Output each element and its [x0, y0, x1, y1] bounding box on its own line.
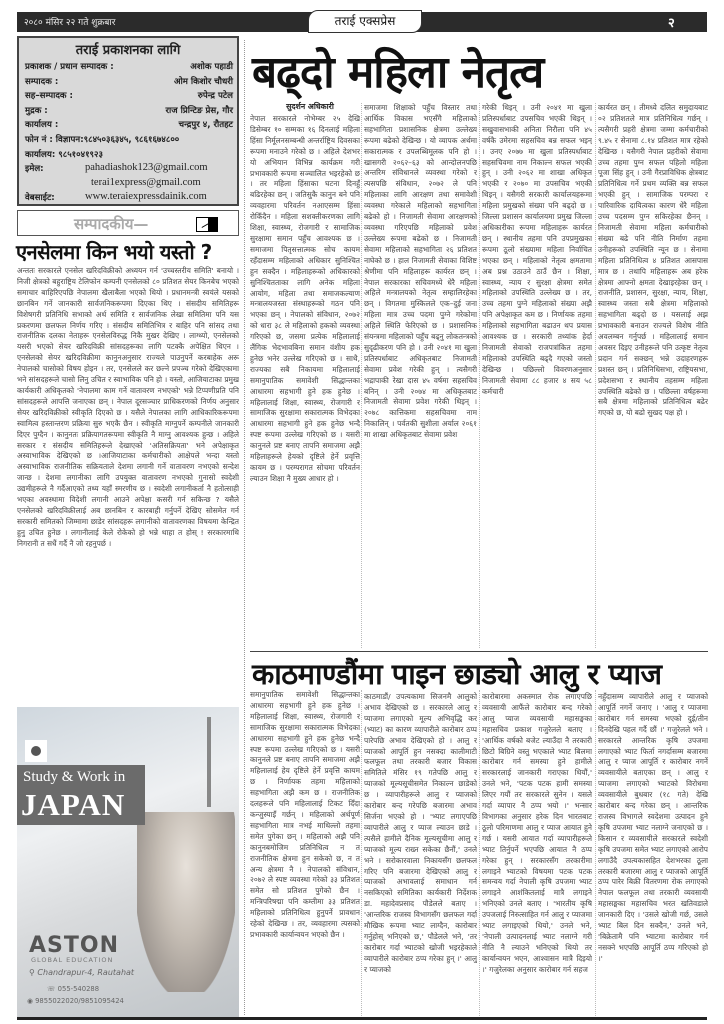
info-row-label: सम्पादक :: [25, 76, 59, 87]
column-divider: [244, 40, 246, 1015]
column-divider: [595, 103, 597, 648]
ad-phone-1: [47, 985, 99, 993]
issue-date: २०८० मंसिर २२ गते शुक्रबार: [24, 18, 116, 28]
story1-column-3: गरेकी थिइन् । उनी २०४१ मा खुला प्रतिस्पर्धाबाट उपसचिव भएकी थिइन् । सखुवासभाकी अनिता निरौला पनि ४५ वर्षकै उमेरमा सहसचिव बन्न सफल भइन् । उनए २०७७ मा खुला प्रतिस्पर्धाबाट सहसचिवमा नाम निकाल्न सफल भएकी हुन् । उनी २०६२ मा शाखा अधिकृत भएकी र २०७० मा उपसचिव भएकी थिइन् । यसैगरी सरकारी कार्यालयहरूमा महिला प्रमुखको संख्या पनि बढ्दो छ । जिल्ला प्रशासन कार्यालयमा प्रमुख जिल्ला अधिकारीका रूपमा महिलाहरू कार्यरत छन् । स्थानीय तहमा पनि उपप्रमुखका रूपमा ठूलो संख्यामा महिला निर्वाचित भएका छन् । महिलाको नेतृत्व क्षमतामा अब प्रश्न उठाउने ठाउँ छैन । शिक्षा, स्वास्थ्य, न्याय र सुरक्षा क्षेत्रमा समेत महिलाको उपस्थिति उल्लेख्य छ । तर, उच्च तहमा पुग्ने महिलाको संख्या अझै पनि अपेक्षाकृत कम छ । निर्णायक तहमा महिलाको सहभागिता बढाउन थप प्रयास आवश्यक छ । सरकारी तथ्यांक हेर्दा निजामती सेवाको राजपत्रांकित तहमा महिलाको उपस्थिति बढ्दै गएको जस्तो देखिन्छ । पछिल्लो विवरणअनुसार निजामती सेवामा ८८ हजार ४ सय ५८ कर्मचारी: [482, 103, 592, 396]
info-row: [25, 89, 233, 102]
info-row: [25, 148, 233, 161]
editorial-headline: एनसेलमा किन भयो यस्तो ?: [16, 240, 212, 264]
ad-phone-1-text: 055-540288: [57, 985, 100, 993]
story2-column-2: काठमाडौं/ उपत्यकामा सिजनमै आलुको अभाव देखिएको छ । सरकारले आलु र प्याजमा लगाएको मूल्य अभिवृद्धि कर (भ्याट) का कारण व्यापारीले कारोबार ठप्प पारेपछि अभाव देखिएको हो । आलु र प्याजको आपूर्ति हुन नसक्दा कालीमाटी फलफूल तथा तरकारी बजार विकास समितिले मंसिर १९ गतेपछि आलु र प्याजको मूल्यसूचीसमेत निकाल्न छाडेको छ । व्यापारीहरूले आलु र प्याजको कारोबार बन्द गरेपछि बजारमा अभाव सिर्जना भएको हो । 'भ्याट लगाएपछि व्यापारीले आलु र प्याज ल्याउन छाडे । त्यसैले हामीले दैनिक मूल्यसूचीमा आलु र प्याजको मूल्य राख्न सकेका छैनौं,' उनले भने । सरोकारवाला निकायसँग छलफल गरिए पनि बजारमा देखिएको आलु र प्याजको अभावलाई समाधान गर्न नसकिएको समितिका कार्यकारी निर्देशक डा. महादेवप्रसाद पौडेलले बताए । 'आन्तरिक राजस्व विभागसँग छलफल गर्दा मौखिक रूपमा भ्याट लाग्दैन, कारोबार गर्नुहोस् भनिएको छ,' पौडेलले भने, 'तर कारोबार गर्दा भ्याटको खोजी भइरहेकाले व्यापारीले कारोबार ठप्प गरेका हुन् ।' आलु र प्याजको: [364, 692, 477, 974]
column-divider: [479, 690, 481, 1016]
column-divider: [479, 103, 481, 648]
info-row-label: फोन नं : विज्ञापन:९८४५०३६३४५, ९८६१६७४८००: [25, 135, 180, 145]
masthead-title: तराई एक्सप्रेस: [308, 10, 422, 33]
pen-icon: [196, 217, 218, 232]
story-separator: [250, 651, 708, 652]
advertisement-japan[interactable]: [17, 707, 239, 1019]
info-row: [25, 191, 233, 204]
info-row: [25, 177, 233, 190]
bottom-rule: [17, 1017, 707, 1020]
tower-graphic: [207, 717, 211, 807]
story1-column-2: समाजमा शिक्षाको पहुँच विस्तार तथा आर्थिक विकास भएसँगै महिलाको सहभागिता प्रशासनिक क्षेत्रमा उल्लेख्य रूपमा बढेको देखिन्छ । यो व्यापक अर्थमा सकारात्मक र उपलब्धिमूलक पनि हो । खासगरी २०६२–६३ को आन्दोलनपछि अन्तरिम संविधानले व्यवस्था गरेको र त्यसपछि संविधान, २०७२ ले पनि महिलाका लागि आरक्षण तथा समावेशी व्यवस्था गरेकाले महिलाको सहभागिता बढेको हो । निजामती सेवामा आरक्षणको व्यवस्था गरिएपछि महिलाको प्रवेश उल्लेख्य रूपमा बढेको छ । निजामती सेवामा महिलाको सहभागिता २६ प्रतिशत नाघेको छ । हाल निजामती सेवाका विशिष्ट श्रेणीमा पनि महिलाहरू कार्यरत छन् । नेपाल सरकारका सचिवमध्ये धेरै महिला अहिले मन्त्रालयको नेतृत्व सम्हालिरहेका छन् । विगतमा मुस्किलले एक–दुई जना महिला मात्र उच्च पदमा पुग्ने गरेकोमा अहिले स्थिति फेरिएको छ । प्रशासनिक संयन्त्रमा महिलाको पहुँच बढ्नु लोकतन्त्रको सुदृढीकरण पनि हो । उनी २०४१ मा खुला प्रतिस्पर्धाबाट अधिकृतबाट निजामती सेवामा प्रवेश गरेकी हुन् । त्यसैगरी भद्रापाकी रेखा दास ४५ वर्षमा सहसचिव बनिन् । उनी २०७४ मा अधिकृतबाट निजामती सेवामा प्रवेश गरेकी थिइन् । २०७८ कात्तिकमा सहसचिवमा नाम निकालिन् । पर्वतकी सुशीला अर्याल २०६१ मा शाखा अधिकृतबाट सेवामा प्रवेश: [364, 103, 477, 440]
info-row-label: मुद्रक :: [25, 105, 48, 116]
story2-column-3: कारोबारमा अकस्मात रोक लगाएपछि व्यवसायी आफैंले कारोबार बन्द गरेको आलु प्याज व्यवसायी महासङ्घका महासचिव प्रकाश गजुरेलले बताए । 'आर्थिक वर्षको बजेट ल्याउँदा नै तरकारी छिटो बिग्रिने वस्तु भएकाले भ्याट बिलमा कारोबार गर्न समस्या हुने हामीले सरकारलाई जानकारी गराएका थियौं,' उनले भने, 'पटक पटक हामी समस्या लिएर गयौं तर सरकारले सुनेन । यसले गर्दा व्यापार नै ठप्प भयो ।' भन्सार विभागका अनुसार हरेक दिन भारतबाट ठूलो परिमाणमा आलु र प्याज आयात हुने गर्छ । यसरी आयात गर्दा व्यापारीहरूले भ्याट तिर्नुपर्ने भएपछि आयात नै ठप्प गरेका हुन् । सरकारसँग तरकारीमा लगाइने भ्याटको विषयमा पटक पटक समन्वय गर्दा नेपाली कृषि उपजमा भ्याट लगाइने आशंकितलाई मात्रै लगाइने भनिएको उनले बताए । 'भारतीय कृषि उपजलाई निरुत्साहित गर्न आलु र प्याजमा भ्याट लगाइएको थियो,' उनले भने, 'नेपाली उत्पादनलाई भ्याट नलाग्ने गरी नीति नै ल्याउने भनिएको थियो तर कार्यान्वयन भएन, आश्वासन मात्रै दिइयो ।' गजुरेलका अनुसार कारोबार गर्न सहज: [482, 692, 592, 974]
japan-flag-icon: [25, 740, 47, 762]
info-row: [25, 162, 233, 175]
byline: सुदर्शन अधिकारी: [286, 102, 334, 111]
info-row-value: राज प्रिन्टिङ प्रेस, गौर: [165, 105, 233, 116]
info-row-label: सह–सम्पादक :: [25, 91, 73, 102]
info-row-value: ओम किशोर चौधरी: [173, 76, 233, 87]
info-row-label: प्रकाशक / प्रधान सम्पादक :: [25, 62, 114, 72]
info-row-label: कार्यालय :: [25, 120, 59, 131]
info-row-value[interactable]: www.teraiexpressdainik.com: [85, 191, 207, 203]
info-row-label: इमेल:: [25, 164, 44, 175]
column-divider: [361, 690, 363, 1016]
ad-phone-2-text: 9855022020/9851095424: [35, 997, 124, 1005]
publication-info-box: [17, 36, 239, 206]
ad-tagline: GLOBAL EDUCATION: [31, 956, 114, 964]
ad-address: [29, 968, 134, 977]
editorial-body: अन्ततः सरकारले एनसेल खरिदविक्रीको अध्ययन गर्न 'उच्चस्तरीय समिति' बनायो । निजी क्षेत्रको बहुराष्ट्रिय टेलिफोन कम्पनी एनसेलको ८० प्रतिशत सेयर किनबेच भएको समाचार बाहिरिएपछि नेपालमा खैलाबैला भएको थियो । प्रधानमन्त्री स्वयंले यसको छानबिन गर्ने जानकारी सार्वजनिकरूपमा दिएका थिए । संसदीय समितिहरू विशेषगरी प्रतिनिधि सभाको अर्थ समिति र सार्वजनिक लेखा समितिमा पनि यस प्रकरणमा छलफल निर्णय गरिए । संसदीय समितिभित्र र बाहिर पनि सांसद तथा राजनीतिक दलका नेताहरू एनसेलविरुद्ध निकै मुखर देखिए । लाग्थ्यो, एनसेलको यसरी भएको सेयर खरिदविक्री सांसदहरूका लागि पटक्कै अपेक्षित थिएन । एनसेलको सेयर खरिदविक्रीमा कानुनअनुसार राज्यले पाउनुपर्ने करबाहेक अरू नेपालको चासोको विषय होइन । तर, एनसेलले कर छल्ने प्रपञ्च गरेको देखिएकामा भने सांसदहरूले चासो लिनु उचित र स्वाभाविक पनि हो । यस्तो, आजियाटाका प्रमुख कार्यकारी अधिकृतको 'नेपालमा काम गर्ने वातावरण नभएको' भन्ने टिप्पणीप्रति पनि सांसदहरूले आपत्ति जनाएका छन् । नेपाल दूरसञ्चार प्राधिकरणको निर्णय अनुसार सेयर खरिदविक्रीको स्वीकृति दिएको छ । यसैले नेपालका लागि आधिकारिकरूपमा स्वामित्व हस्तान्तरण प्रक्रिया सुरु भएकै छैन । स्वीकृति माग्नुपर्ने कम्पनीले जानकारी दिएर पुग्दैन । कानुनतः प्रक्रियागतरूपमा स्वीकृति नै माग्नु आवश्यक हुन्छ । अहिले सरकार र संसदीय समितिहरूले देखाएको 'अतिसक्रियता' भने अपेक्षाकृत अस्वाभाविक देखिएको छ ।आजियाटाका कर्मचारीको आक्षेपले भन्दा यस्तो अस्वाभाविक राजनीतिक सक्रियताले देशमा लगानी गर्ने वातावरण नभएको सन्देश जान्छ । देशमा लगानीका लागि उपयुक्त वातावरण नभएको गुनासो स्वदेशी उद्यमीहरूले नै गर्दैआएको तथ्य यहाँ स्मरणीय छ । स्वदेशी लगानीकर्ता नै हतोत्साही भएका अवस्थामा विदेशी लगानी आउने अपेक्षा कसरी गर्न सकिन्छ ? यसैले एनसेलको खरिदविक्रीलाई अब छानबिन र कारबाही गर्नुपर्ने देखिए सोसमेत गर्न सरकारी समितको जिम्मामा छाडेर सांसदहरू लगानीको वातावरणका विषयमा केन्द्रित हुनु उचित हुनेछ । लगानीलाई केले रोकेको हो भन्ने थाहा त होस् ! सरकारमाथि निगरानी त सधैं गर्दै नै जो रहनुपर्छ ।: [17, 266, 239, 548]
info-row-value: अशोक पहाडी: [190, 62, 233, 72]
ad-person-image: [137, 812, 235, 992]
phone-icon: ☏: [47, 985, 58, 993]
story1-column-1: नेपाल सरकारले नोभेम्बर २५ देखि डिसेम्बर १० सम्मका १६ दिनलाई महिला हिंसा निर्मूलनसम्बन्धी अन्तर्राष्ट्रिय दिवसका रूपमा मनाउने गरेको छ । अहिले देशभर यो अभियान विभिन्न कार्यक्रम गरी प्रभावकारी रूपमा सञ्चालित भइरहेको छ । तर महिला हिंसाका घटना दिनहुँ बढिरहेका छन् । जतिसुकै कानुन बने पनि व्यवहारमा परिवर्तन नआएसम्म हिंसा रोकिँदैन । महिला सशक्तीकरणका लागि शिक्षा, स्वास्थ्य, रोजगारी र सामाजिक सुरक्षामा समान पहुँच आवश्यक छ । समाजमा पितृसत्तात्मक सोच कायम रहँदासम्म महिलाको अधिकार सुनिश्चित हुन सक्दैन । महिलाहरूको अधिकारको सुनिश्चितताका लागि अनेक महिला आयोग, महिला तथा समाजकल्याण मन्त्रालयजस्ता संस्थाहरूको गठन पनि भएका छन् । नेपालको संविधान, २०७२ को धारा ३८ ले महिलाको हकको व्यवस्था गरिएको छ, जसमा प्रत्येक महिलालाई लैंगिक भेदभावबिना समान वंशीय हक हुनेछ भनेर उल्लेख गरिएको छ । साथै, राज्यका सबै निकायमा महिलालाई समानुपातिक समावेशी सिद्धान्तका आधारमा सहभागी हुने हक हुनेछ । महिलालाई शिक्षा, स्वास्थ्य, रोजगारी र सामाजिक सुरक्षामा सकारात्मक विभेदका आधारमा सहभागी हुने हक हुनेछ भन्दै स्पष्ट रूपमा उल्लेख गरिएको छ । यसरी कानुनले प्रष्ट बनाए तापनि समाजमा अझै महिलाहरूले हेयको दृष्टिले हेर्ने प्रवृत्ति कायम छ । परम्परागत सोचमा परिवर्तन ल्याउन शिक्षा नै मुख्य आधार हो ।: [250, 114, 360, 483]
info-row: [25, 60, 233, 73]
column-divider: [361, 103, 363, 648]
editorial-label-box: [17, 210, 239, 236]
ad-line1: Study & Work in: [23, 769, 126, 785]
mobile-icon: ◉: [27, 997, 36, 1005]
main-headline: बढ्दो महिला नेतृत्व: [252, 47, 544, 98]
ad-line2: JAPAN: [21, 787, 126, 822]
story1-column-4: कार्यरत छन् । तीमध्ये दलित समुदायबाट ०२ प्रतिशतले मात्र प्रतिनिधित्व गर्छन् । त्यसैगरी प्रहरी क्षेत्रमा जम्मा कर्मचारीको ९.४५ र सेनामा ८.१४ प्रतिशत मात्र रहेको देखिन्छ । यसैगरी नेपाल प्रहरीको सेवामा उच्च तहमा पुग्न सफल पहिलो महिला पूजा सिंह हुन् । उनी गैरप्राविधिक क्षेत्रबाट प्रतिनिधित्व गर्ने प्रथम व्यक्ति बन्न सफल भएकी हुन् । सामाजिक परम्परा र पारिवारिक दायित्वका कारण धेरै महिला उच्च पदसम्म पुग्न सकिरहेका छैनन् । निजामती सेवामा महिला कर्मचारीको संख्या बढे पनि नीति निर्माण तहमा उनीहरूको उपस्थिति न्यून छ । सेनामा महिला प्रतिनिधित्व ४ प्रतिशत आसपास मात्र छ । तथापि महिलाहरू अब हरेक क्षेत्रमा आफ्नो क्षमता देखाइरहेका छन् । राजनीति, प्रशासन, सुरक्षा, न्याय, शिक्षा, स्वास्थ्य जस्ता सबै क्षेत्रमा महिलाको सहभागिता बढ्दो छ । यसलाई अझ प्रभावकारी बनाउन राज्यले विशेष नीति अवलम्बन गर्नुपर्छ । महिलालाई समान अवसर दिइए उनीहरूले पनि उत्कृष्ट नेतृत्व प्रदान गर्न सक्छन् भन्ने उदाहरणहरू प्रशस्त छन् । प्रतिनिधिसभा, राष्ट्रियसभा, प्रदेशसभा र स्थानीय तहसम्म महिला उपस्थिति बढेको छ । पछिल्ला वर्षहरूमा सबै क्षेत्रमा महिलाको प्रतिनिधित्व बढेर गएको छ, यो बढो सुखद पक्ष हो ।: [598, 103, 708, 418]
ad-address-text: Chandrapur-4, Rautahat: [37, 968, 135, 977]
info-box-title: तराई प्रकाशनका लागि: [75, 43, 181, 58]
column-divider: [595, 690, 597, 1016]
ad-phone-2: [27, 997, 124, 1005]
info-row: [25, 118, 233, 131]
info-row: [25, 104, 233, 117]
story2-column-1: समानुपातिक समावेशी सिद्धान्तका आधारमा सहभागी हुने हक हुनेछ । महिलालाई शिक्षा, स्वास्थ्य, रोजगारी र सामाजिक सुरक्षामा सकारात्मक विभेदका आधारमा सहभागी हुने हक हुनेछ भन्दै स्पष्ट रूपमा उल्लेख गरिएको छ । यसरी कानुनले प्रष्ट बनाए तापनि समाजमा अझै महिलालाई हेय दृष्टिले हेर्ने प्रवृत्ति कायम छ । निर्णायक तहमा महिलाको सहभागिता अझै कम छ । राजनीतिक दलहरूले पनि महिलालाई टिकट दिँदा कन्जुस्याइँ गर्छन् । महिलाको अर्थपूर्ण सहभागिता मात्र नभई माथिल्लो तहमा समेत पुगेका छन् । महिलाको अझै पनि कानुनबमोजिम प्रतिनिधित्व न त राजनीतिक क्षेत्रमा हुन सकेको छ, न त अन्य क्षेत्रमा नै । नेपालको संविधान, २०७२ ले स्पष्ट व्यवस्था गरेको ३३ प्रतिशत समेत सो प्रतिशत पुगेको छैन । मन्त्रिपरिषद्मा पनि कम्तीमा ३३ प्रतिशत महिलाको प्रतिनिधित्व हुनुपर्ने प्रावधान रहेको देखिन्छ । तर, व्यवहारमा त्यसको प्रभावकारी कार्यान्वयन भएको छैन ।: [250, 690, 360, 939]
editorial-label: सम्पादकीय—: [74, 215, 149, 233]
story2-column-4: नहुँदासम्म व्यापारीले आलु र प्याजको आपूर्ति नगर्ने जनाए । 'आलु र प्याजमा कारोबार गर्न समस्या भएको दुई/तीन दिनदेखि पहल गर्दै छौं ।' गजुरेलले भने । सरकारले आन्तरिक कृषि उपजमा लगाएको भ्याट फिर्ता नगर्दासम्म बजारमा आलु र प्याज आपूर्ति र कारोबार नगर्ने व्यवसायीले बताएका छन् । आलु र प्याजमा लगाएको भ्याटको विरोधमा व्यवसायीले बुधबार (१८ गते) देखि कारोबार बन्द गरेका छन् । आन्तरिक राजस्व विभागले स्वदेशमा उत्पादन हुने कृषि उपजमा भ्याट नलाग्ने जनाएको छ । किसान र व्यवसायीले सरकारले स्वदेशी कृषि उपजमा समेत भ्याट लगाएको आरोप लगाउँदै उपत्यकासहित देशभरका ठूला तरकारी बजारमा आलु र प्याजको आपूर्ति ठप्प पारेर बिक्री वितरणमा रोक लगाएको नेपाल फलफूल तथा तरकारी व्यवसायी महासङ्घका महासचिव भरत खतिवडाले जानकारी दिए । 'उसले खोजी गर्छ, उसले भ्याट बिल दिन सक्दैन,' उनले भने, 'बिक्रेतामै पनि भ्याटमा कारोबार गर्न नसक्ने भएपछि आपूर्ति ठप्प गरिएको हो ।': [598, 692, 708, 963]
info-row-value[interactable]: terai1express@gmail.com: [91, 176, 201, 188]
ad-brand-logo: ASTON: [29, 933, 119, 958]
info-row: [25, 75, 233, 88]
info-row-label: कार्यालय: ९८५१०४१९२३: [25, 149, 103, 160]
info-row-value: चन्द्रपुर ४, रौतहट: [178, 120, 233, 131]
info-row-label: वेबसाईट:: [25, 193, 55, 204]
info-row: [25, 133, 233, 146]
story2-headline: काठमाण्डौंमा पाइन छाड्यो आलु र प्याज: [252, 657, 662, 691]
page-number: २: [668, 16, 675, 31]
info-row-value[interactable]: pahadiashok123@gmail.com: [85, 162, 208, 174]
info-row-value: रुपेन्द्र पटेल: [197, 91, 233, 102]
location-pin-icon: ⚲: [29, 968, 38, 977]
